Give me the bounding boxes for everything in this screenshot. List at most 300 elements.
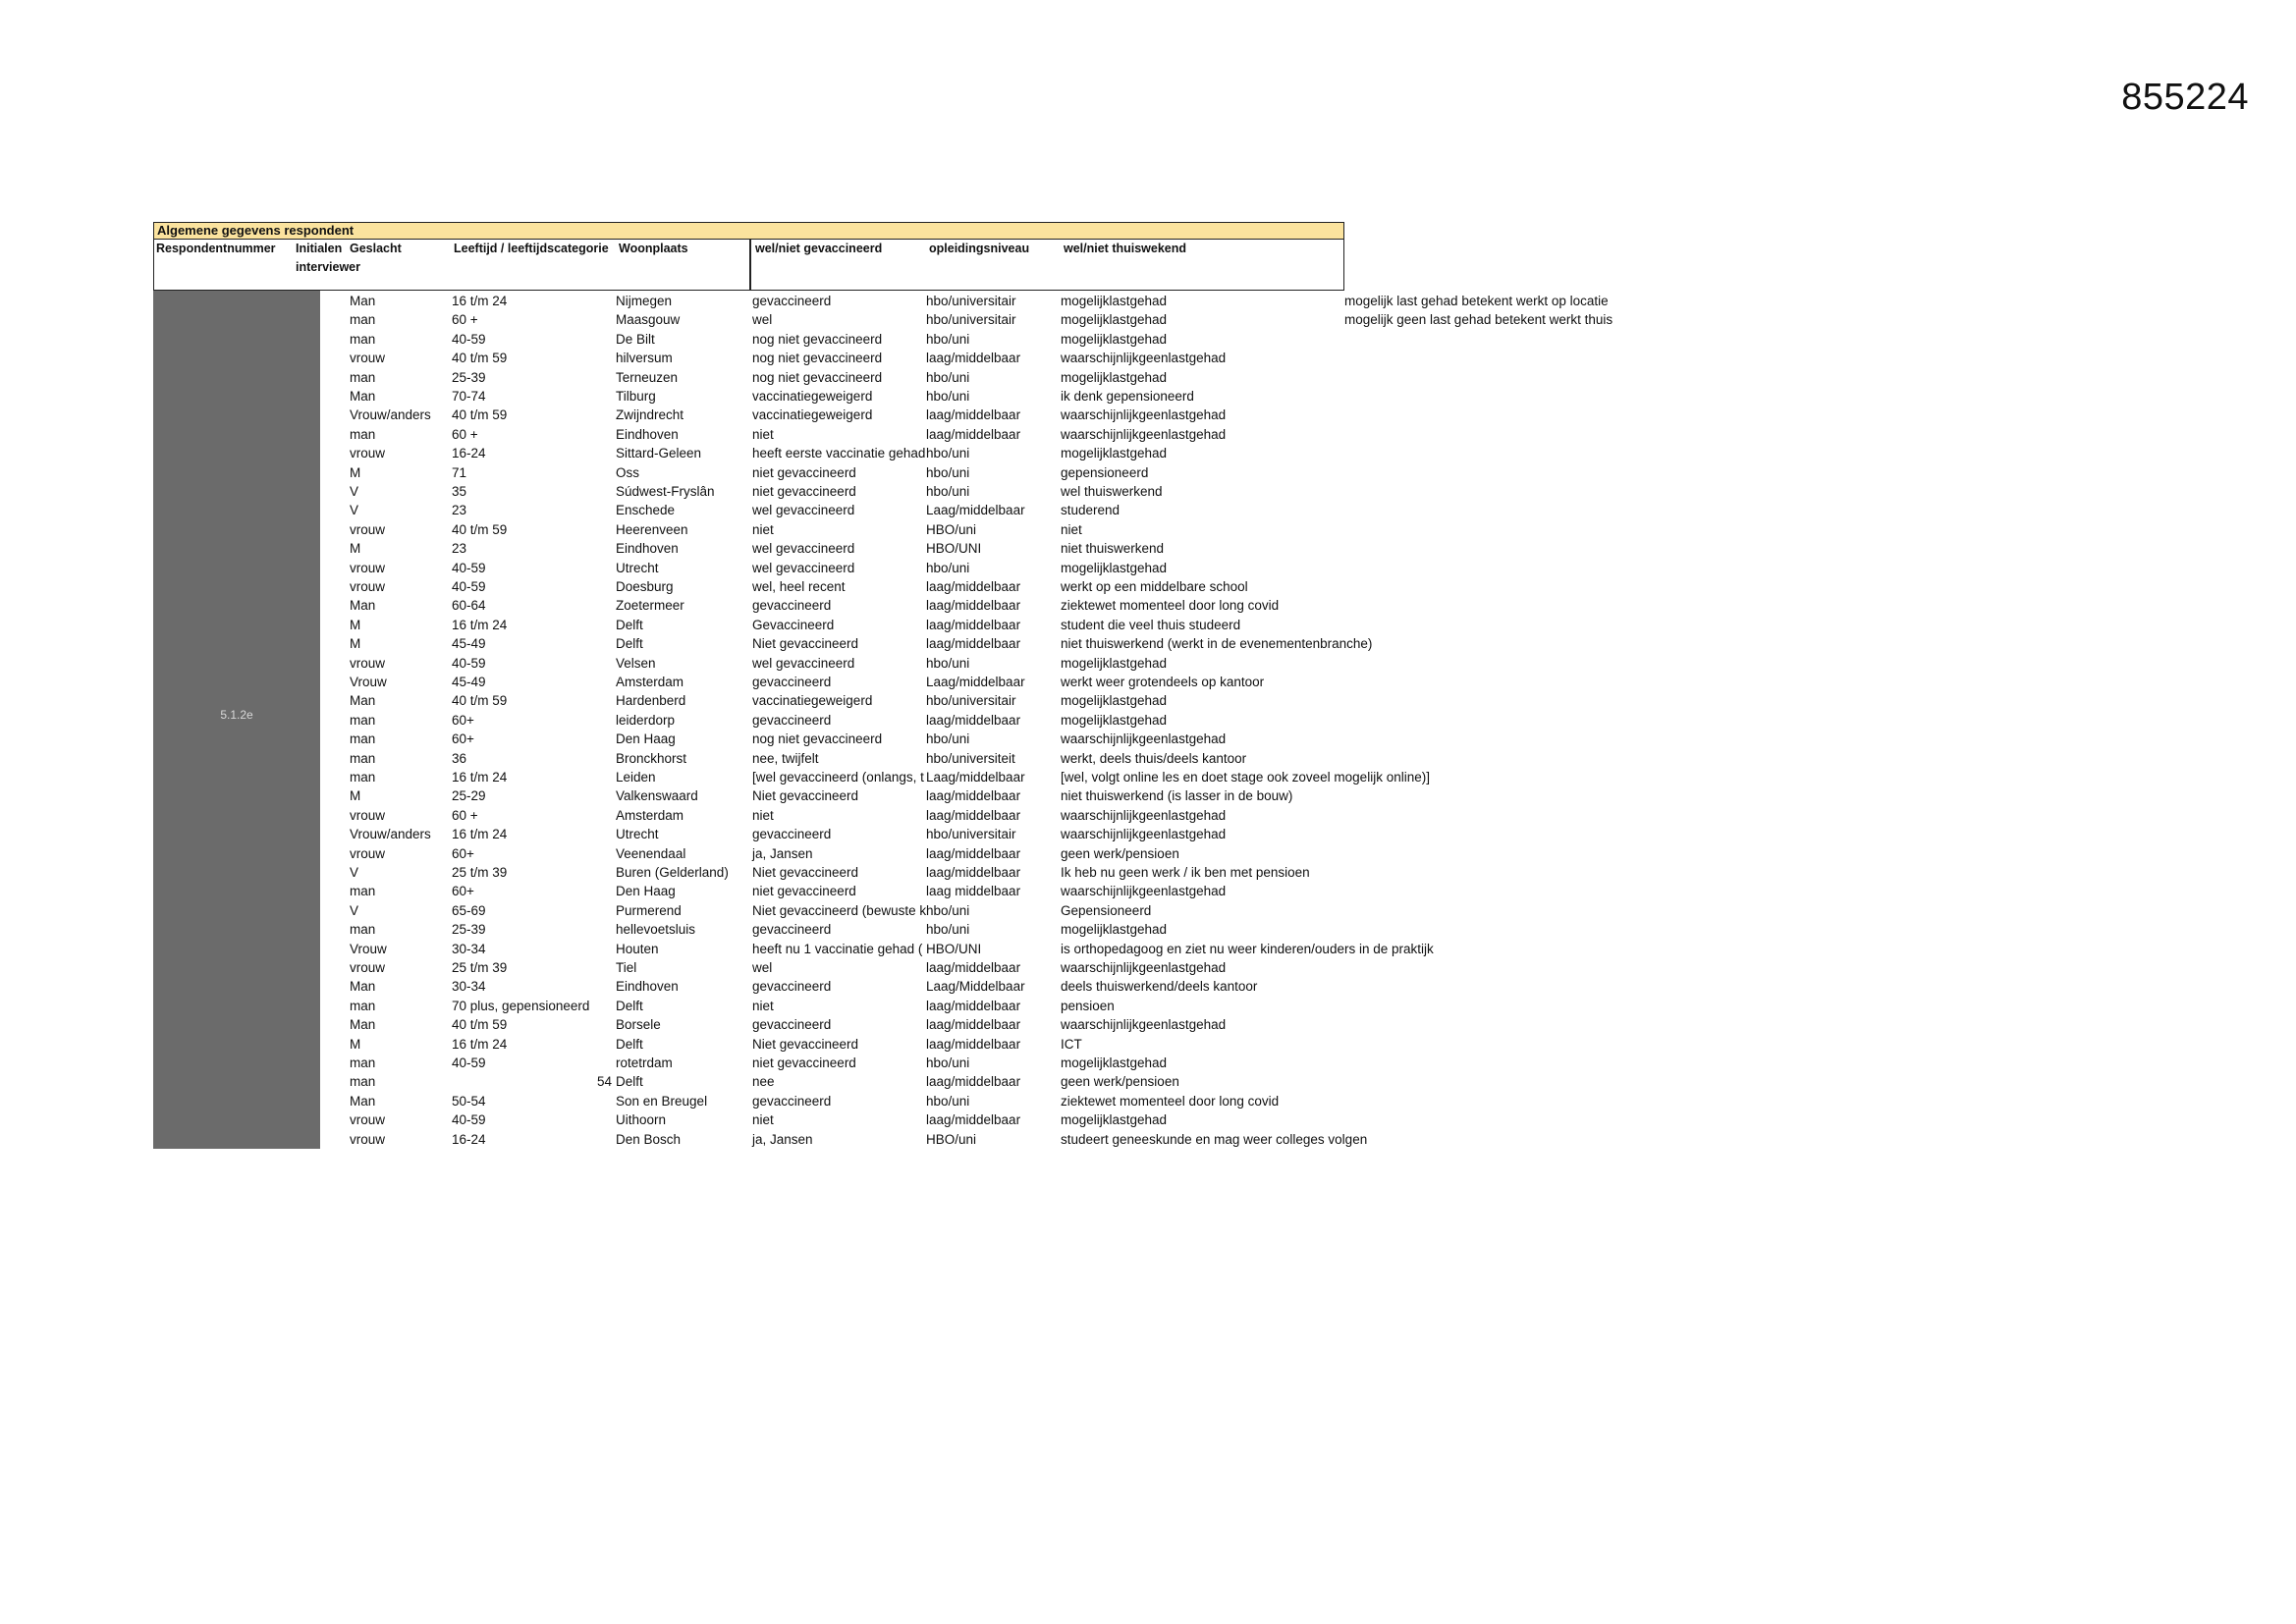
cell-leeftijd: 36	[452, 750, 467, 766]
cell-leeftijd: 40-59	[452, 560, 486, 575]
cell-geslacht: M	[350, 636, 361, 652]
cell-geslacht: vrouw	[350, 560, 386, 575]
cell-vaccinatie: Gevaccineerd	[752, 617, 835, 632]
cell-geslacht: Man	[350, 979, 376, 995]
cell-thuiswerk: waarschijnlijkgeenlastgehad	[1061, 960, 1227, 975]
cell-thuiswerk: geen werk/pensioen	[1061, 1074, 1179, 1090]
cell-opleiding: laag/middelbaar	[926, 960, 1021, 975]
cell-geslacht: M	[350, 464, 361, 480]
table-row	[153, 501, 1626, 519]
table-row	[153, 616, 1626, 634]
table-row	[153, 749, 1626, 768]
cell-thuiswerk: Gepensioneerd	[1061, 902, 1152, 918]
cell-leeftijd: 40-59	[452, 331, 486, 347]
cell-thuiswerk: ik denk gepensioneerd	[1061, 389, 1194, 404]
cell-leeftijd: 30-34	[452, 941, 486, 956]
redaction-label: 5.1.2e	[220, 708, 253, 722]
cell-woonplaats: Utrecht	[616, 827, 659, 842]
cell-thuiswerk: mogelijklastgehad	[1061, 446, 1168, 461]
cell-opleiding: laag/middelbaar	[926, 998, 1021, 1013]
table-row	[153, 425, 1626, 444]
cell-leeftijd: 60 +	[452, 312, 478, 328]
cell-vaccinatie: Niet gevaccineerd (bewuste k	[752, 902, 927, 918]
table-row	[153, 997, 1626, 1015]
cell-leeftijd: 25 t/m 39	[452, 865, 508, 880]
cell-geslacht: man	[350, 712, 376, 728]
cell-geslacht: vrouw	[350, 521, 386, 537]
table-row	[153, 711, 1626, 730]
cell-geslacht: vrouw	[350, 446, 386, 461]
cell-opleiding: Laag/Middelbaar	[926, 979, 1025, 995]
table-row	[153, 940, 1626, 958]
cell-leeftijd: 60 +	[452, 426, 478, 442]
cell-leeftijd: 60-64	[452, 598, 486, 614]
cell-thuiswerk: mogelijklastgehad	[1061, 693, 1168, 709]
cell-thuiswerk: mogelijklastgehad	[1061, 922, 1168, 938]
cell-thuiswerk: ziektewet momenteel door long covid	[1061, 1093, 1280, 1109]
cell-geslacht: Man	[350, 693, 376, 709]
cell-vaccinatie: nee, twijfelt	[752, 750, 819, 766]
table-row	[153, 482, 1626, 501]
cell-geslacht: man	[350, 770, 376, 785]
cell-geslacht: vrouw	[350, 1131, 386, 1147]
header-geslacht: Geslacht	[350, 242, 402, 255]
cell-geslacht: man	[350, 312, 376, 328]
cell-geslacht: vrouw	[350, 579, 386, 594]
table-row	[153, 310, 1626, 329]
cell-leeftijd: 45-49	[452, 636, 486, 652]
cell-opleiding: hbo/uni	[926, 1056, 970, 1070]
cell-woonplaats: Delft	[616, 1036, 643, 1052]
cell-thuiswerk: pensioen	[1061, 998, 1115, 1013]
cell-thuiswerk: wel thuiswerkend	[1061, 484, 1163, 499]
table-row	[153, 577, 1626, 596]
cell-vaccinatie: gevaccineerd	[752, 827, 832, 842]
cell-woonplaats: Doesburg	[616, 579, 674, 594]
cell-thuiswerk: Ik heb nu geen werk / ik ben met pensioen	[1061, 865, 1310, 880]
cell-opleiding: Laag/middelbaar	[926, 770, 1025, 785]
cell-thuiswerk: waarschijnlijkgeenlastgehad	[1061, 351, 1227, 366]
cell-vaccinatie: gevaccineerd	[752, 675, 832, 689]
cell-woonplaats: rotetrdam	[616, 1056, 673, 1070]
cell-vaccinatie: nog niet gevaccineerd	[752, 731, 883, 747]
cell-opleiding: hbo/universitair	[926, 827, 1016, 842]
table-row	[153, 1054, 1626, 1072]
cell-opleiding: HBO/UNI	[926, 941, 982, 956]
table-row	[153, 463, 1626, 482]
cell-opleiding: laag/middelbaar	[926, 1074, 1021, 1090]
table-row	[153, 1035, 1626, 1054]
table-header-row	[153, 240, 1344, 291]
cell-opleiding: hbo/uni	[926, 484, 970, 499]
cell-leeftijd: 54	[596, 1074, 612, 1090]
cell-thuiswerk: waarschijnlijkgeenlastgehad	[1061, 407, 1227, 423]
cell-thuiswerk: waarschijnlijkgeenlastgehad	[1061, 731, 1227, 747]
cell-woonplaats: Houten	[616, 941, 659, 956]
cell-opleiding: laag/middelbaar	[926, 351, 1021, 366]
cell-opleiding: hbo/uni	[926, 464, 970, 480]
cell-thuiswerk: [wel, volgt online les en doet stage ook zoveel mogelijk online)]	[1061, 770, 1430, 785]
cell-woonplaats: Sittard-Geleen	[616, 446, 702, 461]
cell-leeftijd: 16-24	[452, 446, 486, 461]
table-row	[153, 349, 1626, 367]
note-line-1: mogelijk last gehad betekent werkt op locatie	[1344, 294, 1609, 308]
cell-leeftijd: 25-39	[452, 922, 486, 938]
cell-leeftijd: 16 t/m 24	[452, 770, 508, 785]
cell-thuiswerk: mogelijklastgehad	[1061, 312, 1168, 328]
cell-woonplaats: Maasgouw	[616, 312, 681, 328]
cell-leeftijd: 35	[452, 484, 467, 499]
cell-geslacht: man	[350, 922, 376, 938]
cell-vaccinatie: wel, heel recent	[752, 579, 846, 594]
header-respondentnummer: Respondentnummer	[156, 242, 276, 255]
cell-geslacht: man	[350, 731, 376, 747]
cell-thuiswerk: mogelijklastgehad	[1061, 560, 1168, 575]
cell-geslacht: man	[350, 750, 376, 766]
cell-leeftijd: 45-49	[452, 675, 486, 689]
cell-vaccinatie: Niet gevaccineerd	[752, 636, 859, 652]
table-row	[153, 1110, 1626, 1129]
cell-woonplaats: Eindhoven	[616, 426, 679, 442]
cell-geslacht: Vrouw	[350, 675, 387, 689]
cell-leeftijd: 40 t/m 59	[452, 521, 508, 537]
cell-opleiding: Laag/middelbaar	[926, 503, 1025, 518]
cell-thuiswerk: waarschijnlijkgeenlastgehad	[1061, 884, 1227, 899]
header-thuiswerk: wel/niet thuiswekend	[1064, 242, 1187, 255]
cell-opleiding: hbo/uni	[926, 1093, 970, 1109]
cell-woonplaats: Hardenberd	[616, 693, 686, 709]
cell-opleiding: hbo/universitair	[926, 294, 1016, 308]
cell-woonplaats: Den Haag	[616, 731, 676, 747]
cell-woonplaats: Uithoorn	[616, 1112, 667, 1128]
cell-opleiding: hbo/universitair	[926, 312, 1016, 328]
cell-thuiswerk: werkt op een middelbare school	[1061, 579, 1248, 594]
cell-woonplaats: leiderdorp	[616, 712, 676, 728]
cell-leeftijd: 60+	[452, 884, 474, 899]
cell-woonplaats: Heerenveen	[616, 521, 688, 537]
cell-thuiswerk: mogelijklastgehad	[1061, 655, 1168, 671]
cell-vaccinatie: [wel gevaccineerd (onlangs, t	[752, 770, 924, 785]
cell-geslacht: vrouw	[350, 960, 386, 975]
cell-vaccinatie: gevaccineerd	[752, 712, 832, 728]
cell-leeftijd: 60+	[452, 731, 474, 747]
cell-geslacht: man	[350, 1074, 376, 1090]
cell-vaccinatie: gevaccineerd	[752, 294, 832, 308]
cell-vaccinatie: gevaccineerd	[752, 598, 832, 614]
table-row	[153, 387, 1626, 406]
cell-vaccinatie: nee	[752, 1074, 775, 1090]
cell-thuiswerk: deels thuiswerkend/deels kantoor	[1061, 979, 1258, 995]
cell-opleiding: laag/middelbaar	[926, 788, 1021, 804]
table-row	[153, 1015, 1626, 1034]
cell-opleiding: hbo/uni	[926, 331, 970, 347]
cell-leeftijd: 70-74	[452, 389, 486, 404]
cell-woonplaats: Delft	[616, 1074, 643, 1090]
table-row	[153, 292, 1626, 310]
cell-woonplaats: Eindhoven	[616, 541, 679, 557]
cell-vaccinatie: wel gevaccineerd	[752, 560, 855, 575]
cell-geslacht: Man	[350, 598, 376, 614]
cell-thuiswerk: studeert geneeskunde en mag weer colleges volgen	[1061, 1131, 1368, 1147]
cell-woonplaats: Borsele	[616, 1017, 661, 1033]
cell-leeftijd: 16 t/m 24	[452, 1036, 508, 1052]
cell-vaccinatie: wel gevaccineerd	[752, 503, 855, 518]
cell-opleiding: hbo/uni	[926, 922, 970, 938]
cell-leeftijd: 40 t/m 59	[452, 1017, 508, 1033]
cell-opleiding: hbo/universitair	[926, 693, 1016, 709]
cell-vaccinatie: niet gevaccineerd	[752, 1056, 856, 1070]
cell-geslacht: M	[350, 788, 361, 804]
cell-vaccinatie: ja, Jansen	[752, 845, 813, 861]
cell-vaccinatie: vaccinatiegeweigerd	[752, 389, 873, 404]
cell-vaccinatie: niet gevaccineerd	[752, 884, 856, 899]
cell-woonplaats: Tilburg	[616, 389, 656, 404]
cell-leeftijd: 60 +	[452, 807, 478, 823]
table-row	[153, 768, 1626, 786]
cell-thuiswerk: gepensioneerd	[1061, 464, 1149, 480]
cell-thuiswerk: mogelijklastgehad	[1061, 331, 1168, 347]
cell-leeftijd: 65-69	[452, 902, 486, 918]
cell-leeftijd: 60+	[452, 845, 474, 861]
cell-thuiswerk: niet thuiswerkend (werkt in de evenementenbranche)	[1061, 636, 1373, 652]
cell-woonplaats: Oss	[616, 464, 640, 480]
cell-thuiswerk: is orthopedagoog en ziet nu weer kinderen/ouders in de praktijk	[1061, 941, 1434, 956]
cell-geslacht: M	[350, 541, 361, 557]
cell-vaccinatie: gevaccineerd	[752, 979, 832, 995]
cell-vaccinatie: wel	[752, 312, 773, 328]
table-row	[153, 977, 1626, 996]
cell-geslacht: V	[350, 484, 359, 499]
cell-opleiding: laag/middelbaar	[926, 426, 1021, 442]
cell-geslacht: Man	[350, 1017, 376, 1033]
cell-vaccinatie: nog niet gevaccineerd	[752, 351, 883, 366]
table-row	[153, 654, 1626, 673]
table-row	[153, 1072, 1626, 1091]
cell-leeftijd: 71	[452, 464, 467, 480]
table-row	[153, 596, 1626, 615]
cell-opleiding: hbo/uni	[926, 902, 970, 918]
cell-geslacht: Vrouw/anders	[350, 407, 431, 423]
cell-woonplaats: Terneuzen	[616, 369, 679, 385]
cell-woonplaats: De Bilt	[616, 331, 655, 347]
cell-woonplaats: Delft	[616, 617, 643, 632]
table-row	[153, 691, 1626, 710]
table-row	[153, 786, 1626, 805]
cell-woonplaats: Zoetermeer	[616, 598, 684, 614]
cell-thuiswerk: mogelijklastgehad	[1061, 1056, 1168, 1070]
cell-leeftijd: 50-54	[452, 1093, 486, 1109]
table-row	[153, 806, 1626, 825]
document-number: 855224	[2121, 77, 2249, 118]
cell-woonplaats: Súdwest-Fryslân	[616, 484, 715, 499]
cell-vaccinatie: niet gevaccineerd	[752, 484, 856, 499]
header-divider	[749, 240, 751, 291]
cell-leeftijd: 16 t/m 24	[452, 827, 508, 842]
header-woonplaats: Woonplaats	[619, 242, 688, 255]
cell-vaccinatie: nog niet gevaccineerd	[752, 331, 883, 347]
cell-geslacht: vrouw	[350, 351, 386, 366]
cell-opleiding: hbo/universiteit	[926, 750, 1015, 766]
cell-thuiswerk: waarschijnlijkgeenlastgehad	[1061, 1017, 1227, 1033]
cell-vaccinatie: gevaccineerd	[752, 1093, 832, 1109]
cell-geslacht: Vrouw	[350, 941, 387, 956]
cell-geslacht: Man	[350, 389, 376, 404]
cell-opleiding: laag/middelbaar	[926, 1017, 1021, 1033]
cell-geslacht: Vrouw/anders	[350, 827, 431, 842]
table-row	[153, 406, 1626, 424]
cell-woonplaats: hellevoetsluis	[616, 922, 696, 938]
cell-woonplaats: Eindhoven	[616, 979, 679, 995]
cell-opleiding: laag/middelbaar	[926, 1112, 1021, 1128]
cell-leeftijd: 16 t/m 24	[452, 617, 508, 632]
cell-woonplaats: Buren (Gelderland)	[616, 865, 729, 880]
cell-woonplaats: Bronckhorst	[616, 750, 687, 766]
cell-thuiswerk: niet	[1061, 521, 1082, 537]
cell-vaccinatie: wel gevaccineerd	[752, 655, 855, 671]
cell-leeftijd: 40 t/m 59	[452, 693, 508, 709]
cell-leeftijd: 25 t/m 39	[452, 960, 508, 975]
cell-opleiding: hbo/uni	[926, 446, 970, 461]
cell-vaccinatie: niet	[752, 426, 774, 442]
table-row	[153, 901, 1626, 920]
cell-woonplaats: Delft	[616, 636, 643, 652]
cell-geslacht: V	[350, 503, 359, 518]
cell-opleiding: laag/middelbaar	[926, 712, 1021, 728]
cell-vaccinatie: gevaccineerd	[752, 922, 832, 938]
cell-opleiding: hbo/uni	[926, 560, 970, 575]
table-row	[153, 730, 1626, 748]
cell-woonplaats: Son en Breugel	[616, 1093, 708, 1109]
cell-woonplaats: Nijmegen	[616, 294, 673, 308]
cell-geslacht: Man	[350, 294, 376, 308]
cell-vaccinatie: nog niet gevaccineerd	[752, 369, 883, 385]
cell-opleiding: Laag/middelbaar	[926, 675, 1025, 689]
cell-geslacht: M	[350, 617, 361, 632]
cell-woonplaats: Den Haag	[616, 884, 676, 899]
cell-thuiswerk: mogelijklastgehad	[1061, 294, 1168, 308]
cell-woonplaats: Leiden	[616, 770, 656, 785]
cell-geslacht: vrouw	[350, 807, 386, 823]
cell-vaccinatie: Niet gevaccineerd	[752, 788, 859, 804]
cell-opleiding: hbo/uni	[926, 655, 970, 671]
table-row	[153, 559, 1626, 577]
cell-opleiding: laag/middelbaar	[926, 807, 1021, 823]
cell-woonplaats: Veenendaal	[616, 845, 686, 861]
table-title: Algemene gegevens respondent	[153, 222, 1344, 240]
cell-leeftijd: 40 t/m 59	[452, 407, 508, 423]
cell-leeftijd: 40 t/m 59	[452, 351, 508, 366]
cell-woonplaats: Zwijndrecht	[616, 407, 684, 423]
cell-thuiswerk: student die veel thuis studeerd	[1061, 617, 1241, 632]
cell-vaccinatie: wel gevaccineerd	[752, 541, 855, 557]
cell-thuiswerk: waarschijnlijkgeenlastgehad	[1061, 807, 1227, 823]
cell-thuiswerk: waarschijnlijkgeenlastgehad	[1061, 426, 1227, 442]
cell-leeftijd: 40-59	[452, 1056, 486, 1070]
cell-opleiding: laag/middelbaar	[926, 1036, 1021, 1052]
table-row	[153, 1130, 1626, 1149]
cell-vaccinatie: niet	[752, 521, 774, 537]
cell-opleiding: laag/middelbaar	[926, 845, 1021, 861]
cell-thuiswerk: mogelijklastgehad	[1061, 1112, 1168, 1128]
cell-vaccinatie: Niet gevaccineerd	[752, 865, 859, 880]
cell-vaccinatie: niet	[752, 998, 774, 1013]
table-row	[153, 825, 1626, 843]
cell-opleiding: hbo/uni	[926, 389, 970, 404]
cell-opleiding: laag/middelbaar	[926, 865, 1021, 880]
cell-leeftijd: 40-59	[452, 655, 486, 671]
cell-vaccinatie: gevaccineerd	[752, 1017, 832, 1033]
cell-thuiswerk: ICT	[1061, 1036, 1082, 1052]
cell-leeftijd: 60+	[452, 712, 474, 728]
cell-geslacht: man	[350, 884, 376, 899]
cell-vaccinatie: niet	[752, 807, 774, 823]
table-row	[153, 1092, 1626, 1110]
cell-thuiswerk: niet thuiswerkend (is lasser in de bouw)	[1061, 788, 1293, 804]
cell-geslacht: vrouw	[350, 655, 386, 671]
cell-geslacht: man	[350, 426, 376, 442]
cell-opleiding: HBO/uni	[926, 521, 977, 537]
cell-thuiswerk: mogelijklastgehad	[1061, 712, 1168, 728]
cell-leeftijd: 16-24	[452, 1131, 486, 1147]
cell-geslacht: man	[350, 1056, 376, 1070]
cell-thuiswerk: ziektewet momenteel door long covid	[1061, 598, 1280, 614]
cell-vaccinatie: Niet gevaccineerd	[752, 1036, 859, 1052]
cell-opleiding: laag/middelbaar	[926, 579, 1021, 594]
cell-leeftijd: 40-59	[452, 1112, 486, 1128]
header-opleiding: opleidingsniveau	[929, 242, 1030, 255]
cell-geslacht: man	[350, 369, 376, 385]
cell-opleiding: HBO/uni	[926, 1131, 977, 1147]
cell-leeftijd: 30-34	[452, 979, 486, 995]
cell-geslacht: M	[350, 1036, 361, 1052]
cell-thuiswerk: mogelijklastgehad	[1061, 369, 1168, 385]
note-line-2: mogelijk geen last gehad betekent werkt thuis	[1344, 312, 1613, 328]
cell-woonplaats: Purmerend	[616, 902, 682, 918]
cell-thuiswerk: werkt, deels thuis/deels kantoor	[1061, 750, 1247, 766]
cell-opleiding: HBO/UNI	[926, 541, 982, 557]
cell-woonplaats: hilversum	[616, 351, 673, 366]
table-row	[153, 368, 1626, 387]
cell-vaccinatie: vaccinatiegeweigerd	[752, 693, 873, 709]
cell-geslacht: vrouw	[350, 1112, 386, 1128]
header-initialen: Initialen interviewer	[296, 242, 361, 274]
cell-thuiswerk: werkt weer grotendeels op kantoor	[1061, 675, 1265, 689]
table-row	[153, 920, 1626, 939]
cell-leeftijd: 16 t/m 24	[452, 294, 508, 308]
cell-thuiswerk: geen werk/pensioen	[1061, 845, 1179, 861]
cell-opleiding: laag/middelbaar	[926, 598, 1021, 614]
cell-leeftijd: 23	[452, 503, 467, 518]
header-vaccinatie: wel/niet gevaccineerd	[755, 242, 883, 255]
cell-vaccinatie: vaccinatiegeweigerd	[752, 407, 873, 423]
cell-woonplaats: Valkenswaard	[616, 788, 698, 804]
table-row	[153, 958, 1626, 977]
cell-vaccinatie: ja, Jansen	[752, 1131, 813, 1147]
cell-geslacht: V	[350, 865, 359, 880]
cell-woonplaats: Delft	[616, 998, 643, 1013]
cell-woonplaats: Enschede	[616, 503, 676, 518]
cell-woonplaats: Utrecht	[616, 560, 659, 575]
table-row	[153, 539, 1626, 558]
cell-opleiding: laag/middelbaar	[926, 636, 1021, 652]
table-row	[153, 863, 1626, 882]
cell-opleiding: hbo/uni	[926, 731, 970, 747]
cell-geslacht: vrouw	[350, 845, 386, 861]
cell-leeftijd: 70 plus, gepensioneerd	[452, 998, 590, 1013]
cell-opleiding: laag/middelbaar	[926, 407, 1021, 423]
table-row	[153, 844, 1626, 863]
cell-vaccinatie: niet gevaccineerd	[752, 464, 856, 480]
